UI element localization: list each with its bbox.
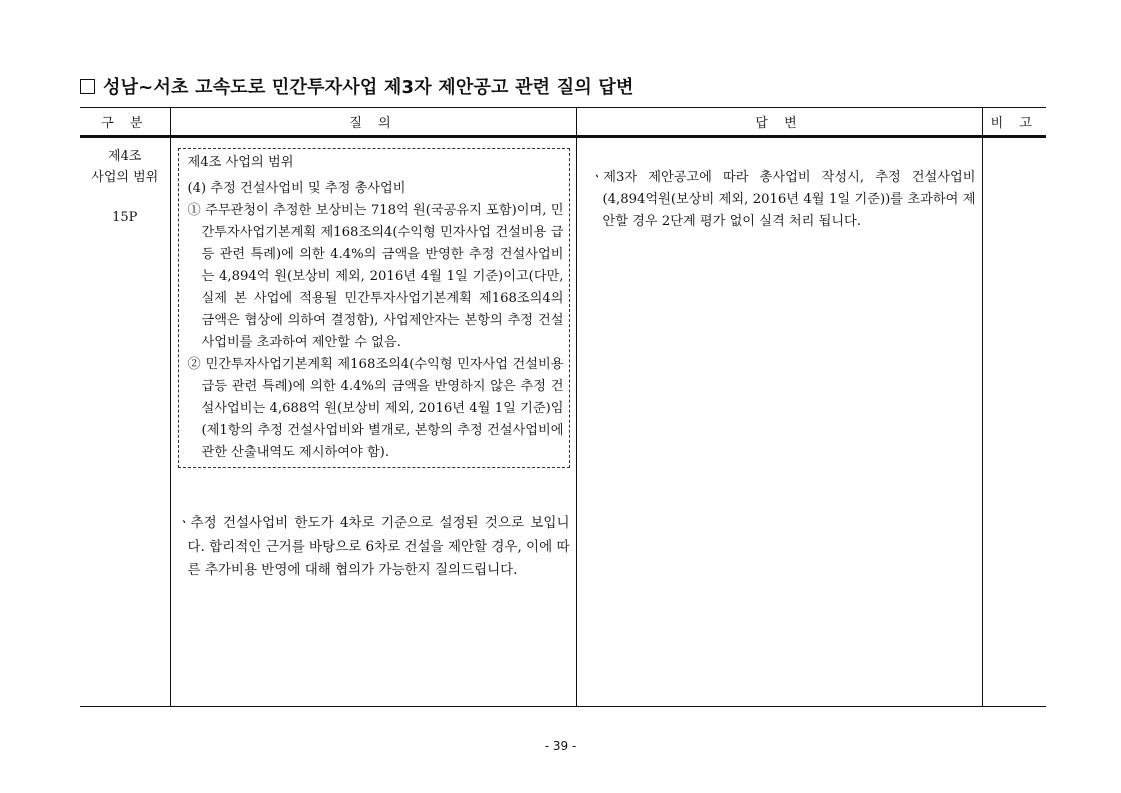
- answer-text: ㆍ제3자 제안공고에 따라 총사업비 작성시, 추정 건설사업비(4,894억원(보상비 제외, 2016년 4월 1일 기준))를 초과하여 제안할 경우 2단계 평가 없이 실격 처리 됩니다.: [590, 170, 976, 229]
- title-text: 성남~서초 고속도로 민간투자사업 제3자 제안공고 관련 질의 답변: [103, 77, 634, 98]
- clause-item: ① 주무관청이 추정한 보상비는 718억 원(국공유지 포함)이며, 민간투자사업기본계획 제168조의4(수익형 민자사업 건설비용 급등 관련 특례)에 의한 4.4%의 금액을 반영한 추정 건설사업비는 4,894억 원(보상비 제외, 2016년 4월 1일 기준)이고(다만, 실제 본 사업에 적용될 민간투자사업기본계획 제168조의4의 금액은 협상에 의하여 결정함), 사업제안자는 본항의 추정 건설사업비를 초과하여 제안할 수 없음.: [187, 203, 564, 350]
- header-answer: 답 변: [576, 108, 982, 137]
- clause-heading: 제4조 사업의 범위: [187, 155, 294, 170]
- page-title: [80, 73, 634, 99]
- checkbox-square-icon: [80, 79, 95, 94]
- page-reference: 15P: [112, 210, 138, 225]
- header-question: 질 의: [170, 108, 576, 137]
- question-cell: [170, 137, 576, 707]
- clause-item: ② 민간투자사업기본계획 제168조의4(수익형 민자사업 건설비용 급등 관련 특례)에 의한 4.4%의 금액을 반영하지 않은 추정 건설사업비는 4,688억 원(보상비 제외, 2016년 4월 1일 기준)임(제1항의 추정 건설사업비와 별개로, 본항의 추정 건설사업비에 관한 산출내역도 제시하여야 함).: [187, 357, 564, 460]
- category-cell: [80, 137, 170, 707]
- category-line: 제4조: [108, 149, 142, 164]
- clause-subheading: (4) 추정 건설사업비 및 추정 총사업비: [187, 181, 406, 196]
- quoted-clause-box: [178, 148, 570, 468]
- remarks-cell: [982, 137, 1046, 707]
- answer-cell: [576, 137, 982, 707]
- table-header-row: [80, 108, 1046, 137]
- header-remarks: 비 고: [982, 108, 1046, 137]
- category-line: 사업의 범위: [91, 170, 159, 185]
- qa-table: [80, 107, 1046, 707]
- question-text: ㆍ추정 건설사업비 한도가 4차로 기준으로 설정된 것으로 보입니다. 합리적인 근거를 바탕으로 6차로 건설을 제안할 경우, 이에 따른 추가비용 반영에 대해 협의가 가능한지 질의드립니다.: [177, 515, 570, 578]
- table-row: [80, 137, 1046, 707]
- header-category: 구 분: [80, 108, 170, 137]
- page-number: - 39 -: [544, 739, 577, 753]
